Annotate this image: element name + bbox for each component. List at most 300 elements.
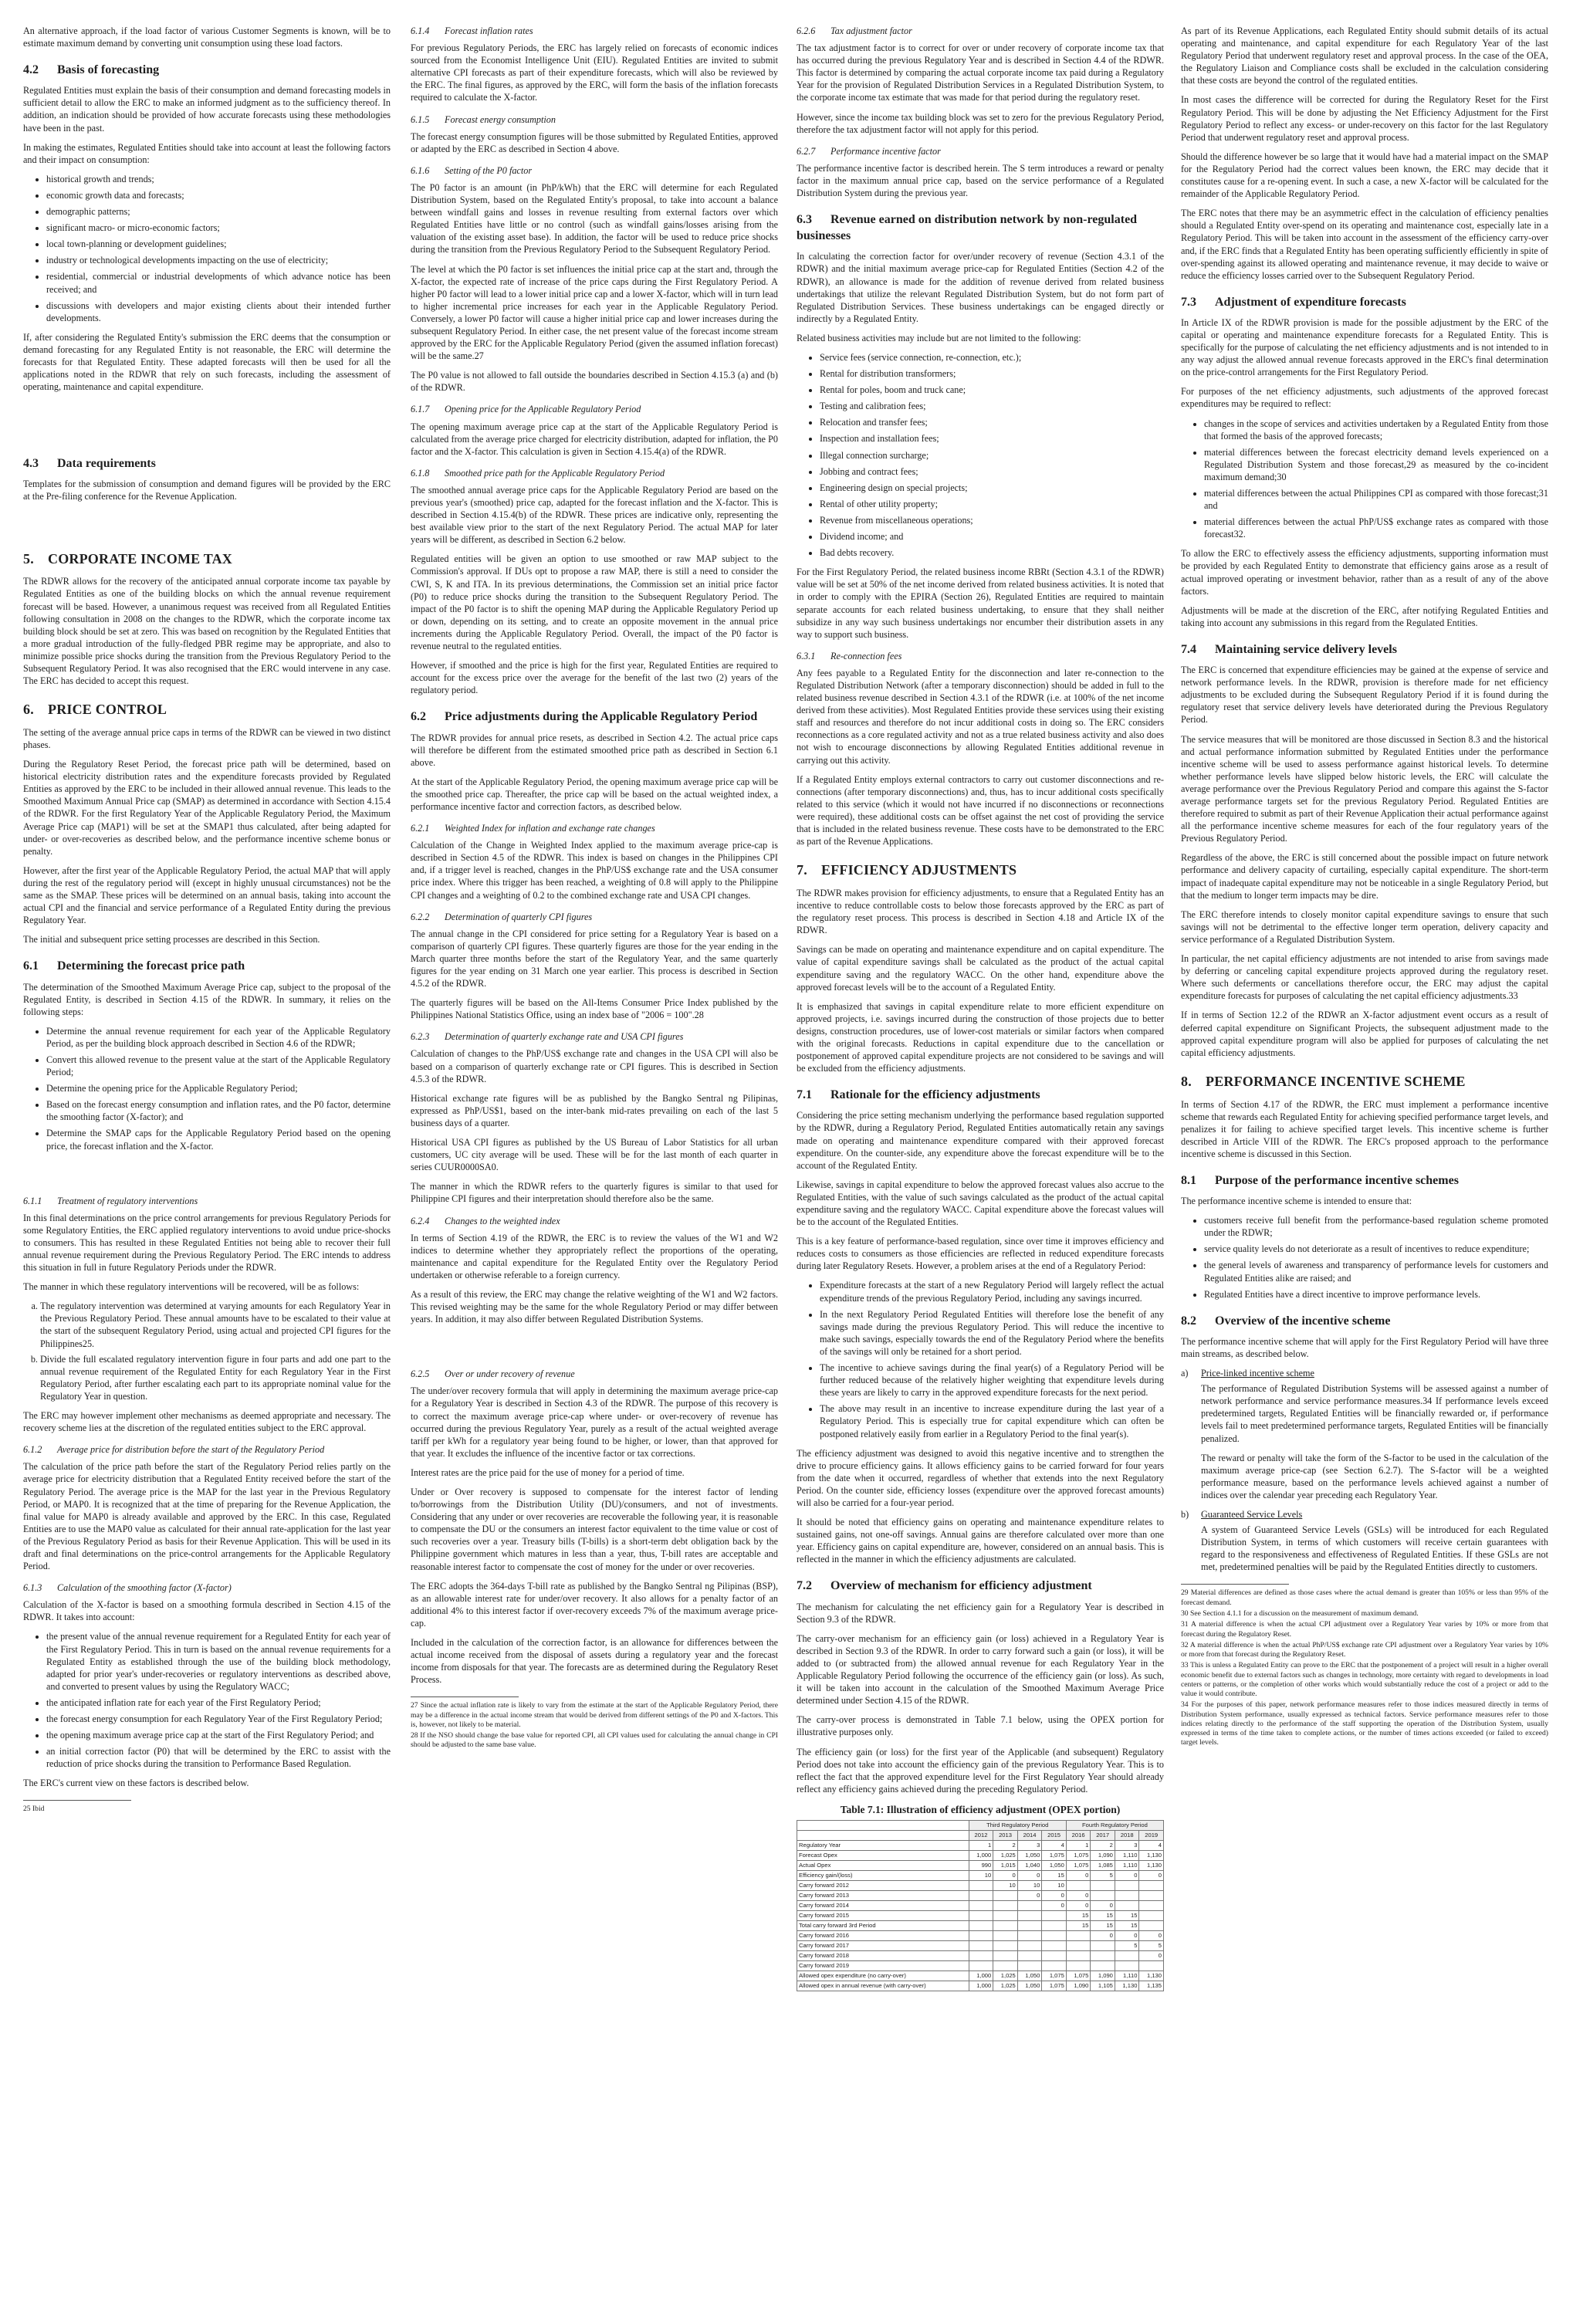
row-label: Carry forward 2015 xyxy=(797,1910,969,1920)
table-cell xyxy=(1017,1900,1042,1910)
paragraph: The P0 factor is an amount (in PhP/kWh) that the ERC will determine for each Regulated Distribution System, based on the Regulated Entity's proposal, to take into account a balance between windfall gains and losses in revenue resulting from external factors over which Regulated Entities have little or no control (such as windfall gains/losses arising from the valuation of the existing asset base). In addition, the factor will be used to reduce price shocks during the transition from the Previous Regulatory Period to the Subsequent Regulatory Period. xyxy=(411,181,778,255)
year-header: 2013 xyxy=(993,1830,1018,1840)
section-title: Rationale for the efficiency adjustments xyxy=(830,1088,1040,1102)
subsection-title: Performance incentive factor xyxy=(830,145,941,157)
paragraph: Calculation of the X-factor is based on a smoothing formula described in Section 4.15 of the RDWR. It takes into account: xyxy=(23,1599,391,1623)
paragraph: The RDWR makes provision for efficiency adjustments, to ensure that a Regulated Entity has an incentive to reduce controllable costs to below those forecasts approved by the ERC as part of the regulatory reset process. This process is described in Section 4.18 and Article IX of the RDWR. xyxy=(797,887,1164,936)
subsection-number: 6.2.2 xyxy=(411,911,430,922)
table-row xyxy=(797,1981,1164,1991)
paragraph: The determination of the Smoothed Maximum Average Price cap, subject to the proposal of the Regulated Entity, is described in Section 4.15 of the RDWR. In summary, it relies on the following steps: xyxy=(23,981,391,1017)
paragraph: The manner in which these regulatory interventions will be recovered, will be as follows: xyxy=(23,1281,360,1293)
paragraph: The under/over recovery formula that will apply in determining the maximum average price-cap for a Regulatory Year is described in Section 4.3 of the RDWR. The purpose of this recovery is to correct the maximum average price-cap where under- or over-recovery of revenue has occurred during the previous Regulatory Year, purely as a result of the actual weighted average tariff per kWh for a regulatory year being found to be higher, or lower, than that approved for that year. It excludes the influence of the incentive factor or tax corrections. xyxy=(411,1385,778,1459)
table-cell xyxy=(993,1960,1018,1970)
table-cell: 1,025 xyxy=(993,1850,1018,1860)
column-3 xyxy=(797,25,1164,1991)
subsection-heading-6-1-7 xyxy=(411,403,778,415)
table-cell: 0 xyxy=(1017,1870,1042,1880)
table-cell: 0 xyxy=(1139,1870,1164,1880)
section-heading-6-2 xyxy=(411,709,778,725)
table-row xyxy=(797,1930,1164,1940)
subsection-number: 6.2.1 xyxy=(411,823,430,834)
paragraph: The carry-over process is demonstrated in Table 7.1 below, using the OPEX portion for illustrative purposes only. xyxy=(797,1714,1164,1738)
table-cell: 0 xyxy=(1066,1900,1091,1910)
list-item: • Inspection and installation fees; xyxy=(820,432,1164,445)
subsection-number: 6.1.5 xyxy=(411,113,430,125)
table-cell: 1,110 xyxy=(1115,1970,1139,1981)
table-cell xyxy=(1017,1930,1042,1940)
chapter-title: EFFICIENCY ADJUSTMENTS xyxy=(821,862,1017,878)
section-number: 4.2 xyxy=(23,63,39,77)
table-cell xyxy=(1042,1940,1067,1950)
paragraph: Historical USA CPI figures as published by the US Bureau of Labor Statistics for all urban customers, UC city average will be used. These will be for the last month of each quarter in series CUUR0000SA0. xyxy=(411,1137,778,1173)
table-cell: 4 xyxy=(1139,1840,1164,1850)
table-year-row xyxy=(797,1830,1164,1840)
paragraph: Considering the price setting mechanism underlying the performance based regulation supported by the RDWR, during a Regulatory Period, Regulated Entities automatically retain any savings made on operating and maintenance expenditure compared with their approved forecast expenditure. On the counter-side, any expenditure above the forecast expenditure will be to the account of the Regulated Entity. xyxy=(797,1110,1164,1171)
list-item: • demographic patterns; xyxy=(46,205,391,218)
subsection-number: 6.1.2 xyxy=(23,1444,42,1456)
table-cell xyxy=(1066,1950,1091,1960)
table-cell: 2 xyxy=(993,1840,1018,1850)
list-item: • Based on the forecast energy consumption and inflation rates, and the P0 factor, determine the smoothing factor (X-factor); and xyxy=(46,1098,391,1123)
table-cell xyxy=(1139,1960,1164,1970)
row-label: Carry forward 2013 xyxy=(797,1890,969,1900)
table-cell: 1,000 xyxy=(969,1850,993,1860)
list-item: • significant macro- or micro-economic factors; xyxy=(46,222,391,234)
table-cell: 1 xyxy=(969,1840,993,1850)
list-item: a. The regulatory intervention was determined at varying amounts for each Regulatory Year in the Previous Regulatory Period. These annual amounts have to be escalated to their value at the start of the subsequent Regulatory Period, using actual and projected CPI figures for the Philippines25. xyxy=(40,1300,391,1349)
table-cell: 0 xyxy=(1042,1900,1067,1910)
table-cell: 15 xyxy=(1091,1920,1115,1930)
table-cell: 0 xyxy=(1091,1930,1115,1940)
paragraph: The reward or penalty will take the form of the S-factor to be used in the calculation of the maximum average price-cap (see Section 6.2.7). The S-factor will be a weighted performance measure, based on the performance levels achieved against a number of indices over the calendar year preceding each Regulatory Year. xyxy=(1201,1452,1548,1500)
paragraph: The annual change in the CPI considered for price setting for a Regulatory Year is based on a comparison of quarterly CPI figures. These quarterly figures are those for the year ending in the March quarter three months before the start of the Regulatory Year, and the same quarterly figures for the year ending on 31 March one year earlier. This process is described in Section 4.5.2 of the RDWR. xyxy=(411,928,778,989)
list-item: • Testing and calibration fees; xyxy=(820,400,1164,412)
section-title: Maintaining service delivery levels xyxy=(1215,642,1397,656)
table-title: Table 7.1: Illustration of efficiency adjustment (OPEX portion) xyxy=(840,1803,1121,1815)
paragraph: The performance of Regulated Distribution Systems will be assessed against a number of network performance and service performance measures.34 If performance levels exceed predetermined targets, Regulated Entities will be financially rewarded or, if performance levels fail to meet predetermined performance targets, Regulated Entities will be financially penalized. xyxy=(1201,1383,1548,1444)
table-cell: 1,050 xyxy=(1017,1970,1042,1981)
table-cell: 0 xyxy=(1115,1870,1139,1880)
paragraph: For purposes of the net efficiency adjustments, such adjustments of the approved forecast expenditures may be required to reflect: xyxy=(1181,386,1548,410)
footnote: 29 Material differences are defined as those cases where the actual demand is greater than 105% or less than 95% of the forecast demand. xyxy=(1181,1588,1548,1607)
footnote-rule xyxy=(1181,1584,1289,1585)
chapter-heading-5 xyxy=(23,550,391,569)
table-cell: 1,075 xyxy=(1066,1860,1091,1870)
item-title: Price-linked incentive scheme xyxy=(1201,1368,1314,1379)
column-1 xyxy=(23,25,391,1816)
table-row xyxy=(797,1850,1164,1860)
list-item: • Expenditure forecasts at the start of a new Regulatory Period will largely reflect the actual expenditure trends of the previous Regulatory Period, including any savings incurred. xyxy=(820,1279,1164,1304)
list-item: • the anticipated inflation rate for each year of the First Regulatory Period; xyxy=(46,1696,391,1709)
list-item: • In the next Regulatory Period Regulated Entities will therefore lose the benefit of any savings made during the previous Regulatory Period. This will reduce the incentive to make such savings, especially towards the end of the Regulatory Period where the benefits of the savings will only be retained for a short period. xyxy=(820,1308,1164,1358)
subsection-heading-6-1-3 xyxy=(23,1581,391,1594)
subsection-title: Smoothed price path for the Applicable Regulatory Period xyxy=(445,467,665,479)
table-cell xyxy=(1042,1950,1067,1960)
paragraph: The initial and subsequent price setting processes are described in this Section. xyxy=(23,934,320,945)
year-header: 2017 xyxy=(1091,1830,1115,1840)
paragraph: The P0 value is not allowed to fall outside the boundaries described in Section 4.15.3 (a) and (b) of the RDWR. xyxy=(411,370,778,394)
footnote-rule xyxy=(411,1696,519,1697)
table-cell xyxy=(1139,1910,1164,1920)
section-heading-4-3 xyxy=(23,455,391,472)
bullet-list xyxy=(23,1025,391,1152)
row-label: Regulatory Year xyxy=(797,1840,969,1850)
paragraph: The ERC is concerned that expenditure efficiencies may be gained at the expense of service and network performance levels. In the RDWR, provision is therefore made for net efficiency adjustments to be excluded during the Subsequent Regulatory Period if it is found during the regulatory reset that service delivery levels have deteriorated during the Previous Regulatory Period. xyxy=(1181,665,1548,726)
year-header: 2019 xyxy=(1139,1830,1164,1840)
paragraph: However, after the first year of the Applicable Regulatory Period, the actual MAP that will apply during the rest of the regulatory period will (except in highly unusual circumstances) not be the same as the SMAP. These prices will be determined on an annual basis, taking into account the actual CPI and the financial and service performance of a Regulated Entity during the previous Regulatory Year. xyxy=(23,864,391,926)
table-body xyxy=(797,1830,1164,1991)
paragraph: An alternative approach, if the load factor of various Customer Segments is known, will be to estimate maximum demand by converting unit consumption using these load factors. xyxy=(23,25,391,49)
chapter-heading-7 xyxy=(797,861,1164,880)
column-4 xyxy=(1181,25,1548,1750)
table-cell: 1,090 xyxy=(1066,1981,1091,1991)
subsection-heading-6-2-4 xyxy=(411,1215,778,1227)
subsection-title: Re-connection fees xyxy=(830,650,902,661)
table-cell xyxy=(1115,1890,1139,1900)
table-cell: 15 xyxy=(1066,1910,1091,1920)
list-item: • the present value of the annual revenue requirement for a Regulated Entity for each year of the First Regulatory Period. This in turn is based on the annual revenue requirements for a Regulated Entity as established through the use of the building block methodology, adapted for prior year's under-recoveries or regulatory interventions as described above, and converted to present values by using the Regulatory WACC; xyxy=(46,1630,391,1692)
paragraph: The ERC's current view on these factors is described below. xyxy=(23,1778,249,1789)
table-row xyxy=(797,1910,1164,1920)
paragraph: The quarterly figures will be based on the All-Items Consumer Price Index published by the Philippines National Statistics Office, using an index base of "2006 = 100".28 xyxy=(411,997,778,1021)
footnote: 30 See Section 4.1.1 for a discussion on the measurement of maximum demand. xyxy=(1181,1609,1419,1618)
table-row xyxy=(797,1840,1164,1850)
table-cell xyxy=(1042,1910,1067,1920)
table-cell xyxy=(1139,1900,1164,1910)
subsection-heading-6-2-6 xyxy=(797,25,1164,37)
chapter-title: CORPORATE INCOME TAX xyxy=(48,550,233,567)
section-number: 6.1 xyxy=(23,959,39,973)
table-cell xyxy=(1066,1940,1091,1950)
paragraph: In terms of Section 4.19 of the RDWR, the ERC is to review the values of the W1 and W2 indices to determine whether they appropriately reflect the proportions of the operating, maintenance and capital expenditure for the Regulated Entity over the Regulatory Period undertaken or otherwise referable to a foreign currency. xyxy=(411,1232,778,1280)
table-cell xyxy=(969,1900,993,1910)
section-number: 8.1 xyxy=(1181,1174,1196,1187)
section-title: Revenue earned on distribution network by non-regulated businesses xyxy=(797,213,1138,243)
paragraph: If in terms of Section 12.2 of the RDWR an X-factor adjustment event occurs as a result of deferred capital expenditure on Significant Projects, the subsequent adjustment made to the approved capital expenditure program will also be applied for purposes of calculating the net capital efficiency adjustments. xyxy=(1181,1010,1548,1058)
section-number: 6.3 xyxy=(797,213,812,227)
table-cell: 15 xyxy=(1042,1870,1067,1880)
table-cell: 1,130 xyxy=(1139,1860,1164,1870)
subsection-heading-6-1-6 xyxy=(411,164,778,177)
table-cell xyxy=(1091,1880,1115,1890)
paragraph: The RDWR allows for the recovery of the anticipated annual corporate income tax payable by Regulated Entities as one of the building blocks on which the annual revenue requirement forecast will be based. However, a unanimous request was received from all Regulated Entities following consultation in 2008 on the changes to the RDWR, which the corporate income tax building block should be set at zero. This was based on recognition by the Regulated Entities that a more gradual introduction of the fully-fledged PBR regime may be appropriate, and also to minimize possible price shocks during the transition from the Previous Regulatory Period to the Subsequent Regulatory Period. It was also recognised that the ERC would intervene in any case. The ERC has decided to accept this request. xyxy=(23,576,391,687)
footnote: 28 If the NSO should change the base value for reported CPI, all CPI values used for calculating the annual change in CPI should be adjusted to the same base value. xyxy=(411,1731,778,1750)
chapter-title: PERFORMANCE INCENTIVE SCHEME xyxy=(1206,1073,1466,1089)
subsection-heading-6-3-1 xyxy=(797,650,1164,662)
subsection-number: 6.2.6 xyxy=(797,25,816,36)
table-cell: 1,000 xyxy=(969,1970,993,1981)
table-cell xyxy=(1139,1890,1164,1900)
chapter-title: PRICE CONTROL xyxy=(48,702,167,718)
paragraph: The manner in which the RDWR refers to the quarterly figures is similar to that used for Philippine CPI figures and their interpretation should therefore also be the same. xyxy=(411,1181,778,1205)
section-number: 4.3 xyxy=(23,457,39,471)
row-label: Total carry forward 3rd Period xyxy=(797,1920,969,1930)
table-cell xyxy=(993,1900,1018,1910)
table-cell xyxy=(1115,1900,1139,1910)
subsection-heading-6-1-1 xyxy=(23,1195,391,1207)
table-cell xyxy=(1091,1890,1115,1900)
item-title: Guaranteed Service Levels xyxy=(1201,1509,1303,1520)
opex-efficiency-table xyxy=(797,1820,1164,1991)
list-item: • the general levels of awareness and transparency of performance levels for customers and Regulated Entities alike are raised; and xyxy=(1204,1259,1548,1284)
list-item: • The above may result in an incentive to increase expenditure during the last year of a Regulatory Period. This is especially true for capital expenditure which can often be postponed relatively easily from earlier in a Regulatory Period to the final year(s). xyxy=(820,1402,1164,1439)
table-cell: 1,050 xyxy=(1042,1860,1067,1870)
paragraph: The smoothed annual average price caps for the Applicable Regulatory Period are based on the previous year's (smoothed) price cap, adapted for the forecast inflation and the X-factor. This is described in Section 4.15.4(b) of the RDWR. These prices are indicative only, representing the best available view prior to the start of the next Regulatory Period. The actual MAP for later years will be different, as described in Section 6.2 below. xyxy=(411,484,778,546)
subsection-heading-6-1-4 xyxy=(411,25,778,37)
list-item: • Dividend income; and xyxy=(820,530,1164,543)
list-item: • The incentive to achieve savings during the final year(s) of a Regulatory Period will be further reduced because of the relatively higher weighting that expenditure levels during these years are likely to carry in the approved expenditure forecasts for the next period. xyxy=(820,1362,1164,1399)
table-row xyxy=(797,1900,1164,1910)
table-cell: 1,015 xyxy=(993,1860,1018,1870)
paragraph: However, if smoothed and the price is high for the first year, Regulated Entities are required to account for the excess price over the average for the benefit of the last two (2) years of the regulatory period. xyxy=(411,660,778,696)
table-cell: 1,025 xyxy=(993,1970,1018,1981)
subsection-title: Determination of quarterly exchange rate and USA CPI figures xyxy=(445,1031,684,1043)
section-number: 7.4 xyxy=(1181,642,1196,656)
table-cell: 10 xyxy=(1042,1880,1067,1890)
table-cell xyxy=(969,1910,993,1920)
table-cell: 0 xyxy=(1066,1890,1091,1900)
table-cell xyxy=(993,1910,1018,1920)
footnote: 34 For the purposes of this paper, network performance measures refer to those indices measured directly in terms of Distribution System performance, usually expressed as technical factors. Service performance measures refer to those indices relating directly to the performance of the staff supporting the operation of the Distribution System, usually expressed in terms of the time taken to complete actions, or the number of times actions exceeded (or failed to exceed) target levels. xyxy=(1181,1700,1548,1747)
table-cell: 1,090 xyxy=(1091,1970,1115,1981)
paragraph: The performance incentive scheme is intended to ensure that: xyxy=(1181,1196,1412,1207)
paragraph: The service measures that will be monitored are those discussed in Section 8.3 and the historical and actual performance information submitted by Regulated Entities under the performance incentive scheme will be used to assess performance against historical levels. To determine whether performance levels have slipped below historic levels, the ERC will calculate the average performance over the Previous Regulatory Period and compare this against the S-factor average performance targets set for the previous Regulatory Period. Regulated Entities are therefore required to submit as part of their Revenue Application their actual performance against all the performance incentive scheme measures for each of the four regulatory years of the Previous Regulatory Period. xyxy=(1181,733,1548,844)
paragraph: The calculation of the price path before the start of the Regulatory Period relies partly on the average price for electricity distribution that a Regulated Entity received before the start of the Regulatory Period. The average price is the MAP for the last year in the Previous Regulatory Period, or MAP0. It is recognized that at the time of preparing for the Revenue Application, the final value for MAP0 is already available and approved by the ERC. In this case, Regulated Entities are to use the MAP0 value as calculated for their annual rate-application for the last year of the Previous Regulatory Period as basis for their Revenue Application. This will be used in its draft and final determinations on the price-control arrangements for the Applicable Regulatory Period. xyxy=(23,1461,391,1572)
bullet-list xyxy=(23,173,391,324)
table-cell xyxy=(1091,1940,1115,1950)
paragraph: Likewise, savings in capital expenditure to below the approved forecast values also accrue to the Regulated Entities, with the value of such savings calculated as the product of the actual capital expenditure saving and the regulatory WACC. Capital expenditure above the forecast values will be to the account of the Regulated Entities. xyxy=(797,1179,1164,1228)
chapter-number: 7. xyxy=(797,862,807,878)
list-item: • Bad debts recovery. xyxy=(820,546,1164,559)
subsection-number: 6.1.4 xyxy=(411,25,430,36)
table-cell xyxy=(1017,1940,1042,1950)
table-corner-cell xyxy=(797,1820,969,1830)
subsection-number: 6.2.5 xyxy=(411,1368,430,1380)
table-cell: 1,075 xyxy=(1042,1970,1067,1981)
table-cell xyxy=(969,1880,993,1890)
paragraph: However, since the income tax building block was set to zero for the previous Regulatory Period, therefore the tax adjustment factor will not apply for this period. xyxy=(797,111,1164,135)
row-label: Carry forward 2012 xyxy=(797,1880,969,1890)
table-cell: 1,050 xyxy=(1017,1981,1042,1991)
paragraph: Templates for the submission of consumption and demand figures will be provided by the ERC at the Pre-filing conference for the Revenue Application. xyxy=(23,479,391,502)
list-item: • Rental for poles, boom and truck cane; xyxy=(820,384,1164,396)
table-row xyxy=(797,1940,1164,1950)
lettered-list xyxy=(23,1300,391,1402)
spacer xyxy=(23,400,391,443)
table-cell: 0 xyxy=(1091,1900,1115,1910)
table-cell: 1,090 xyxy=(1091,1850,1115,1860)
paragraph: Interest rates are the price paid for the use of money for a period of time. xyxy=(411,1466,685,1478)
table-row xyxy=(797,1880,1164,1890)
paragraph: At the start of the Applicable Regulatory Period, the opening maximum average price cap will be the smoothed price cap. Thereafter, the price cap will be based on the actual weighted index, a performance incentive factor and correction factors, as described below. xyxy=(411,776,778,812)
subsection-title: Weighted Index for inflation and exchange rate changes xyxy=(445,823,655,834)
table-cell xyxy=(993,1890,1018,1900)
footnote: 31 A material difference is when the actual CPI adjustment over a Regulatory Year varies by 10% or more from that forecast during the Regulatory Reset. xyxy=(1181,1620,1548,1639)
subsection-heading-6-2-3 xyxy=(411,1030,778,1043)
table-cell: 1,130 xyxy=(1139,1850,1164,1860)
item-letter: a) xyxy=(1181,1368,1189,1379)
paragraph: The carry-over mechanism for an efficiency gain (or loss) achieved in a Regulatory Year is described in Section 9.3 of the RDWR. In order to carry forward such a gain (or loss), it will be added to (or subtracted from) the allowed annual revenue for each Regulatory Year in the Applicable Regulatory Period following the occurrence of the efficiency gain (or loss). As such, it will be taken into account in the calculation of the Smoothed Maximum Average Price determined under Section 4.15 of the RDWR. xyxy=(797,1632,1164,1707)
list-item: • material differences between the forecast electricity demand levels experienced on a Regulated Distribution System and those forecast,29 as measured by the co-incident maximum demand;30 xyxy=(1204,446,1548,483)
section-heading-6-1 xyxy=(23,958,391,974)
table-cell: 990 xyxy=(969,1860,993,1870)
paragraph: In particular, the net capital efficiency adjustments are not intended to arise from savings made by deferring or canceling capital expenditure projects approved during the regulatory reset. Where such deferments or cancellations therefore occur, the ERC may adjust the capital expenditure forecasts for purposes of calculating the net capital efficiency adjustments.33 xyxy=(1181,953,1548,1002)
table-row xyxy=(797,1870,1164,1880)
paragraph: The ERC notes that there may be an asymmetric effect in the calculation of efficiency penalties should a Regulated Entity over-spend on its operating and maintenance cost, especially late in a Regulatory Period. This will be taken into account in the assessment of the efficiency carry-over and, if the ERC finds that a Regulated Entity has been operating sufficiently efficiently in spite of over-spending against its allowed operating and maintenance revenue, it may decide to waive or reduce the efficiency losses carried over to the Subsequent Regulatory Period. xyxy=(1181,208,1548,281)
paragraph: Adjustments will be made at the discretion of the ERC, after notifying Regulated Entities and taking into account any submissions in this regard from the Regulated Entities. xyxy=(1181,604,1548,628)
list-item: • Service fees (service connection, re-connection, etc.); xyxy=(820,351,1164,364)
paragraph: In most cases the difference will be corrected for during the Regulatory Reset for the First Regulatory Period. This will be done by adjusting the Net Efficiency Adjustment for the First Regulatory Period to reflect any excess- or under-recovery on this factor for the last Regulatory Period that underwent regulatory reset and approval process. xyxy=(1181,94,1548,143)
bullet-list xyxy=(797,351,1164,559)
paragraph: The efficiency adjustment was designed to avoid this negative incentive and to strengthen the drive to procure efficiency gains. It allows efficiency gains to be carried forward for four years from the date when it occurred, regardless of whether that extends into the next Regulatory Period. On the counter side, efficiency losses (expenditure over the approved forecast amounts) will also be carried for a four-year period. xyxy=(797,1447,1164,1508)
table-cell: 0 xyxy=(993,1870,1018,1880)
section-title: Basis of forecasting xyxy=(57,63,160,77)
table-cell: 1,130 xyxy=(1139,1970,1164,1981)
paragraph: In terms of Section 4.17 of the RDWR, the ERC must implement a performance incentive scheme that rewards each Regulated Entity for achieving specified performance target levels, and penalizes it for failing to achieve specified target levels. This incentive scheme is further described in Article VIII of the RDWR. The ERC's proposed approach to the performance incentive scheme is discussed in this Section. xyxy=(1181,1098,1548,1159)
paragraph: Related business activities may include but are not limited to the following: xyxy=(797,332,1081,343)
table-cell: 3 xyxy=(1115,1840,1139,1850)
paragraph: The ERC adopts the 364-days T-bill rate as published by the Bangko Sentral ng Pilipinas (BSP), as an allowable interest rate for under/over recovery. It also allows for a penalty factor of an additional 4% to this interest factor if over-recovery exceeds 7% of the maximum average price-cap. xyxy=(411,1580,778,1629)
table-cell: 1,075 xyxy=(1066,1970,1091,1981)
table-row xyxy=(797,1950,1164,1960)
subsection-heading-6-1-2 xyxy=(23,1443,391,1456)
table-cell: 1,050 xyxy=(1017,1850,1042,1860)
spacer xyxy=(411,1332,778,1358)
subsection-heading-6-2-5 xyxy=(411,1368,778,1380)
subsection-title: Changes to the weighted index xyxy=(445,1215,560,1226)
footnote: 32 A material difference is when the actual PhP/US$ exchange rate CPI adjustment over a Regulatory Year varies by 10% or more from that forecast during the Regulatory Reset. xyxy=(1181,1640,1548,1659)
table-cell xyxy=(1017,1950,1042,1960)
section-title: Data requirements xyxy=(57,457,156,471)
subsection-heading-6-1-5 xyxy=(411,113,778,126)
table-cell: 10 xyxy=(969,1870,993,1880)
table-cell: 1,110 xyxy=(1115,1850,1139,1860)
table-cell xyxy=(993,1920,1018,1930)
paragraph: The level at which the P0 factor is set influences the initial price cap at the start and, through the X-factor, the expected rate of increase of the price caps during the First Regulatory Period. A higher P0 factor will lead to a lower initial price cap and a lower X-factor, which will in turn lead to higher incremental price increases for each year in the Applicable Regulatory Period. Conversely, a lower P0 factor will cause a higher initial price cap and lower increases during the subsequent Regulatory Period. In either case, the net present value of the forecast income stream approved by the ERC for the Applicable Regulatory Period (given the assumed inflation forecast) will be the same.27 xyxy=(411,263,778,362)
paragraph: Regulated entities will be given an option to use smoothed or raw MAP subject to the Commission's approval. If DUs opt to propose a raw MAP, there is still a need to consider the CWI, S, K and ITA. In its previous determinations, the Commission set an initial price factor (P0) to reduce price shocks during the transition to the Subsequent Regulatory Period. The impact of the P0 factor is to shift the opening MAP during the Applicable Regulatory Period up or down, depending on its setting, and to create an opposite movement in the annual price increments during the Applicable Regulatory Period. Overall, the impact of the P0 factor is revenue neutral to the regulated entities. xyxy=(411,553,778,652)
paragraph: The forecast energy consumption figures will be those submitted by Regulated Entities, approved or adapted by the ERC as described in Section 4 above. xyxy=(411,130,778,154)
paragraph: If, after considering the Regulated Entity's submission the ERC deems that the consumption or demand forecasting for any Regulated Entity is not reasonable, the ERC will determine the forecasts for that Regulated Entity. These adapted forecasts will then be used for all the applications noted in the RDWR that rely on such forecasts, including the assessment of operating, maintenance and capital expenditure. xyxy=(23,331,391,393)
row-label: Allowed opex expenditure (no carry-over) xyxy=(797,1970,969,1981)
table-cell: 15 xyxy=(1066,1920,1091,1930)
table-cell: 5 xyxy=(1115,1940,1139,1950)
chapter-number: 5. xyxy=(23,550,34,567)
table-cell: 10 xyxy=(1017,1880,1042,1890)
chapter-number: 8. xyxy=(1181,1073,1192,1089)
table-cell xyxy=(1115,1880,1139,1890)
footnote-rule xyxy=(23,1800,131,1801)
spacer xyxy=(23,1159,391,1186)
table-cell xyxy=(993,1940,1018,1950)
paragraph: As a result of this review, the ERC may change the relative weighting of the W1 and W2 factors. This revised weighting may be the same for the whole Regulatory Period or may differ between years. In addition, it may also differ between Regulated Distribution Systems. xyxy=(411,1288,778,1325)
subsection-title: Determination of quarterly CPI figures xyxy=(445,911,593,922)
list-item: • Rental for distribution transformers; xyxy=(820,367,1164,380)
section-title: Purpose of the performance incentive schemes xyxy=(1215,1174,1459,1187)
bullet-list xyxy=(23,1630,391,1770)
list-item: • Rental of other utility property; xyxy=(820,498,1164,510)
table-cell xyxy=(969,1920,993,1930)
list-item: b. Divide the full escalated regulatory intervention figure in four parts and add one part to the annual revenue requirement of the Regulated Entity for each Regulatory Year in the First Regulatory Period, after further escalating each part to its appropriate nominal value for the Regulatory Year in question. xyxy=(40,1353,391,1402)
table-cell: 1,105 xyxy=(1091,1981,1115,1991)
table-cell: 15 xyxy=(1091,1910,1115,1920)
subsection-number: 6.1.7 xyxy=(411,404,430,415)
table-row xyxy=(797,1970,1164,1981)
list-item: • customers receive full benefit from the performance-based regulation scheme promoted under the RDWR; xyxy=(1204,1214,1548,1239)
list-item: • Illegal connection surcharge; xyxy=(820,449,1164,462)
section-heading-7-4 xyxy=(1181,641,1548,658)
list-item: • Revenue from miscellaneous operations; xyxy=(820,514,1164,526)
table-cell: 0 xyxy=(1017,1890,1042,1900)
paragraph: This is a key feature of performance-based regulation, since over time it improves efficiency and reduces costs to consumers as those efficiencies are reflected in reduced expenditure forecasts during later Regulatory Resets. However, a problem arises at the end of a Regulatory Period: xyxy=(797,1236,1164,1272)
paragraph: Calculation of the Change in Weighted Index applied to the maximum average price-cap is described in Section 4.5 of the RDWR. This index is based on changes in the Philippines CPI and, if a trigger level is reached, changes in the PhP/US$ exchange rate and the USA consumer price index. Where this trigger has been reached, a weighting of 0.8 will apply to the Philippine CPI changes and a weighting of 0.2 to the combined exchange rate and USA CPI changes. xyxy=(411,840,778,901)
paragraph: The efficiency gain (or loss) for the first year of the Applicable (and subsequent) Regulatory Period does not take into account the efficiency gain of the previous Regulatory Year. This is to reflect the fact that the approved expenditure level for the First Regulatory Year should already reflect any efficiency gains achieved during the preceding Regulatory Period. xyxy=(797,1746,1164,1795)
bullet-list xyxy=(1181,1214,1548,1301)
table-cell xyxy=(1115,1960,1139,1970)
table-cell xyxy=(1091,1950,1115,1960)
subheading-guaranteed-service xyxy=(1181,1508,1548,1521)
table-cell xyxy=(969,1960,993,1970)
subsection-title: Opening price for the Applicable Regulatory Period xyxy=(445,404,641,415)
paragraph: To allow the ERC to effectively assess the efficiency adjustments, supporting information must be provided by each Regulated Entity to demonstrate that efficiency gains arose as a result of actual improved operating or investment behavior, rather than as a result of any of the above factors. xyxy=(1181,548,1548,597)
table-cell: 1,135 xyxy=(1139,1981,1164,1991)
table-cell: 0 xyxy=(1139,1950,1164,1960)
paragraph: Under or Over recovery is supposed to compensate for the interest factor of lending to/borrowings from the Distribution Utility (DU)/consumers, and not of investments. Considering that any under or over recoveries are recoverable the following year, it is reasonable to compensate the DU or the consumers an interest factor equivalent to the time value or cost of such recoveries over a year. Treasury bills (T-bills) is a short-term debt obligation back by the Philippine government which matures in less than a year, thus, T-bill rates are acceptable and reasonable interest factor to compensate the cost of money for the under or over recoveries. xyxy=(411,1487,778,1572)
table-cell xyxy=(1042,1920,1067,1930)
period-header: Fourth Regulatory Period xyxy=(1066,1820,1163,1830)
section-heading-7-3 xyxy=(1181,294,1548,310)
paragraph: Historical exchange rate figures will be as published by the Bangko Sentral ng Pilipinas, expressed as PhP/US$1, based on the inter-bank mid-rates prevailing on each of the last 5 business days of a quarter. xyxy=(411,1092,778,1128)
subsection-heading-6-2-2 xyxy=(411,911,778,923)
table-cell xyxy=(969,1890,993,1900)
list-item: • an initial correction factor (P0) that will be determined by the ERC to assist with the reduction of price shocks during the transition to Performance Based Regulation. xyxy=(46,1745,391,1770)
paragraph: During the Regulatory Reset Period, the forecast price path will be determined, based on historical electricity distribution rates and the expenditure forecasts provided by Regulated Entities as approved by the ERC to be included in their allowed annual revenue. This leads to the Smoothed Maximum Annual Price cap (SMAP) as determined in accordance with Section 4.15.4 of the RDWR. For the first Regulatory Year of the Applicable Regulatory Period, the Maximum Average Price cap (MAP1) will be set at the SMAP1 thus calculated, after being adapted for under- or over-recoveries as described below, and the performance incentive scheme bonus or penalty. xyxy=(23,759,391,857)
row-label: Allowed opex in annual revenue (with carry-over) xyxy=(797,1981,969,1991)
table-cell: 15 xyxy=(1115,1910,1139,1920)
table-cell xyxy=(1017,1920,1042,1930)
paragraph: The ERC may however implement other mechanisms as deemed appropriate and necessary. The recovery scheme lies at the discretion of the regulated entities subject to the ERC approval. xyxy=(23,1410,391,1434)
paragraph: As part of its Revenue Applications, each Regulated Entity should submit details of its actual operating and maintenance, and capital expenditure for each Regulatory Year of the last Regulatory Period that underwent regulatory reset and approval process. In the case of the OEA, the Regulatory Liaison and Compliance costs shall be excluded in the calculation considering that these costs are beyond the control of the regulated entities. xyxy=(1181,25,1548,86)
list-item: • economic growth data and forecasts; xyxy=(46,189,391,201)
table-cell: 1,075 xyxy=(1042,1850,1067,1860)
paragraph: Included in the calculation of the correction factor, is an allowance for differences between the actual income received from the disposal of assets during a regulatory year and the forecast income from disposals for that year. The forecasts are as determined during the Regulatory Reset Process. xyxy=(411,1637,778,1686)
section-title: Overview of mechanism for efficiency adjustment xyxy=(830,1579,1092,1593)
section-title: Price adjustments during the Applicable Regulatory Period xyxy=(445,710,758,724)
paragraph: Savings can be made on operating and maintenance expenditure and on capital expenditure. The value of capital expenditure savings shall be calculated as the product of the actual capital expenditure saving and the regulatory WACC. On the other hand, expenditure above the approved forecast levels will be to the account of a Regulated Entity. xyxy=(797,944,1164,993)
table-cell: 5 xyxy=(1139,1940,1164,1950)
section-heading-8-2 xyxy=(1181,1313,1548,1329)
subsection-number: 6.2.4 xyxy=(411,1215,430,1226)
bullet-list xyxy=(1181,418,1548,541)
row-label: Carry forward 2016 xyxy=(797,1930,969,1940)
chapter-number: 6. xyxy=(23,702,34,718)
paragraph: The ERC therefore intends to closely monitor capital expenditure savings to ensure that such savings will not be detrimental to the effective longer term operation, delivery capacity and service performance of a Regulated Distribution System. xyxy=(1181,908,1548,945)
paragraph: Should the difference however be so large that it would have had a material impact on the SMAP for the Regulatory Period had the correct values been known, the ERC may decide that it constitutes cause for a re-opening event. In such a case, a new X-factor will be calculated for the remainder of the Applicable Regulatory Period. xyxy=(1181,151,1548,200)
list-item: • service quality levels do not deteriorate as a result of incentives to reduce expenditure; xyxy=(1204,1243,1548,1255)
paragraph: A system of Guaranteed Service Levels (GSLs) will be introduced for each Regulated Distribution System, in terms of which customers will receive certain guarantees with regard to the responsiveness and effectiveness of Regulated Entities. If these GSLs are not met, predetermined penalties will be paid by the Regulated Entities directly to customers. xyxy=(1201,1524,1548,1573)
row-label: Carry forward 2014 xyxy=(797,1900,969,1910)
table-cell xyxy=(1091,1960,1115,1970)
paragraph: The RDWR provides for annual price resets, as described in Section 4.2. The actual price caps will therefore be different from the estimated smoothed price path as described in Section 6.1 above. xyxy=(411,732,778,768)
section-number: 7.3 xyxy=(1181,295,1196,309)
table-cell: 1 xyxy=(1066,1840,1091,1850)
row-label: Carry forward 2019 xyxy=(797,1960,969,1970)
subsection-heading-6-2-7 xyxy=(797,145,1164,157)
paragraph: Any fees payable to a Regulated Entity for the disconnection and later re-connection to the Regulated Distribution Network (after a temporary disconnection) should be added in full to the related business revenue described in Section 4.3.1 of the RDWR (i.e. at 100% of the net income derived from these activities). Most Regulated Entities provide these services using their existing staff and resources and therefore do not incur additional costs in doing so. The ERC considers reconnections as a core regulated activity and not as a true related business activity and also does not wish to encourage disconnections by allowing Regulated Entities additional revenue in carrying out this activity. xyxy=(797,667,1164,766)
year-header: 2016 xyxy=(1066,1830,1091,1840)
table-corner-cell xyxy=(797,1830,969,1840)
table-cell: 0 xyxy=(1139,1930,1164,1940)
table-cell xyxy=(993,1950,1018,1960)
